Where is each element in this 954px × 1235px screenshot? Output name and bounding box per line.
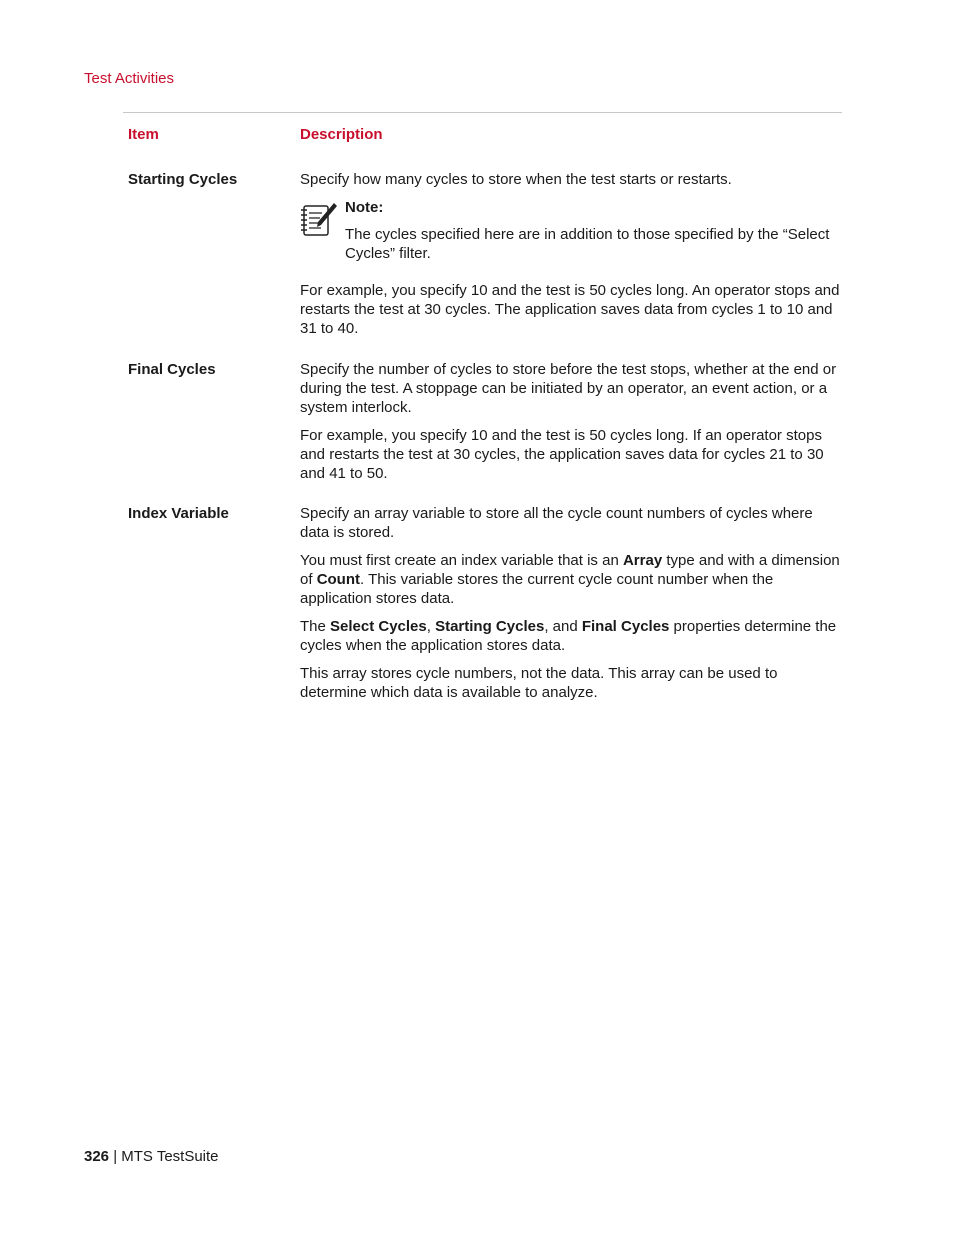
- note-title: Note:: [345, 199, 384, 216]
- note-text: The cycles specified here are in addition to those specified by the “Select Cycles” filter.: [345, 226, 830, 262]
- description-paragraph: For example, you specify 10 and the test is 50 cycles long. If an operator stops and restarts the test at 30 cycles, the application saves data for cycles 21 to 30 and 41 to 50.: [300, 427, 824, 482]
- bold-term-array: Array: [622, 552, 663, 569]
- column-header-item: Item: [128, 126, 159, 143]
- text-run: . This variable stores the current cycle count number when the application stores data.: [300, 571, 774, 607]
- description-paragraph: Specify the number of cycles to store before the test stops, whether at the end or during the test. A stoppage can be initiated by an operator, an event action, or a system interlock.: [300, 361, 837, 416]
- text-run: type and with a dimension of: [300, 552, 840, 588]
- bold-term-starting-cycles: Starting Cycles: [435, 618, 545, 635]
- product-name: MTS TestSuite: [121, 1148, 219, 1165]
- description-paragraph: Specify how many cycles to store when the test starts or restarts.: [300, 171, 732, 188]
- page-number: 326: [84, 1148, 110, 1165]
- running-head: Test Activities: [84, 70, 175, 87]
- text-run: ,: [426, 618, 436, 635]
- table-top-rule: [123, 112, 842, 113]
- row-item-starting-cycles: Starting Cycles: [128, 171, 238, 188]
- note-callout: [300, 198, 840, 263]
- description-paragraph: This array stores cycle numbers, not the data. This array can be used to determine which data is available to analyze.: [300, 665, 778, 701]
- bold-term-final-cycles: Final Cycles: [581, 618, 670, 635]
- description-paragraph: Specify an array variable to store all the cycle count numbers of cycles where data is stored.: [300, 505, 813, 541]
- bold-term-select-cycles: Select Cycles: [330, 618, 427, 635]
- row-description-final-cycles: [300, 360, 840, 492]
- text-run: You must first create an index variable that is an: [300, 552, 623, 569]
- bold-term-count: Count: [316, 571, 361, 588]
- row-description-starting-cycles: [300, 170, 840, 347]
- description-paragraph: [300, 551, 840, 608]
- text-run: properties determine the cycles when the application stores data.: [300, 618, 837, 654]
- notepad-pencil-icon: [300, 201, 338, 237]
- text-run: The: [300, 618, 331, 635]
- row-description-index-variable: [300, 504, 840, 711]
- footer-separator: |: [109, 1148, 122, 1165]
- description-paragraph: For example, you specify 10 and the test is 50 cycles long. An operator stops and restarts the test at 30 cycles. The application saves data from cycles 1 to 10 and 31 to 40.: [300, 282, 840, 337]
- page-footer: [84, 1148, 219, 1165]
- column-header-description: Description: [300, 126, 383, 143]
- row-item-final-cycles: Final Cycles: [128, 361, 216, 378]
- text-run: , and: [544, 618, 582, 635]
- row-item-index-variable: Index Variable: [128, 505, 229, 522]
- description-paragraph: [300, 617, 840, 655]
